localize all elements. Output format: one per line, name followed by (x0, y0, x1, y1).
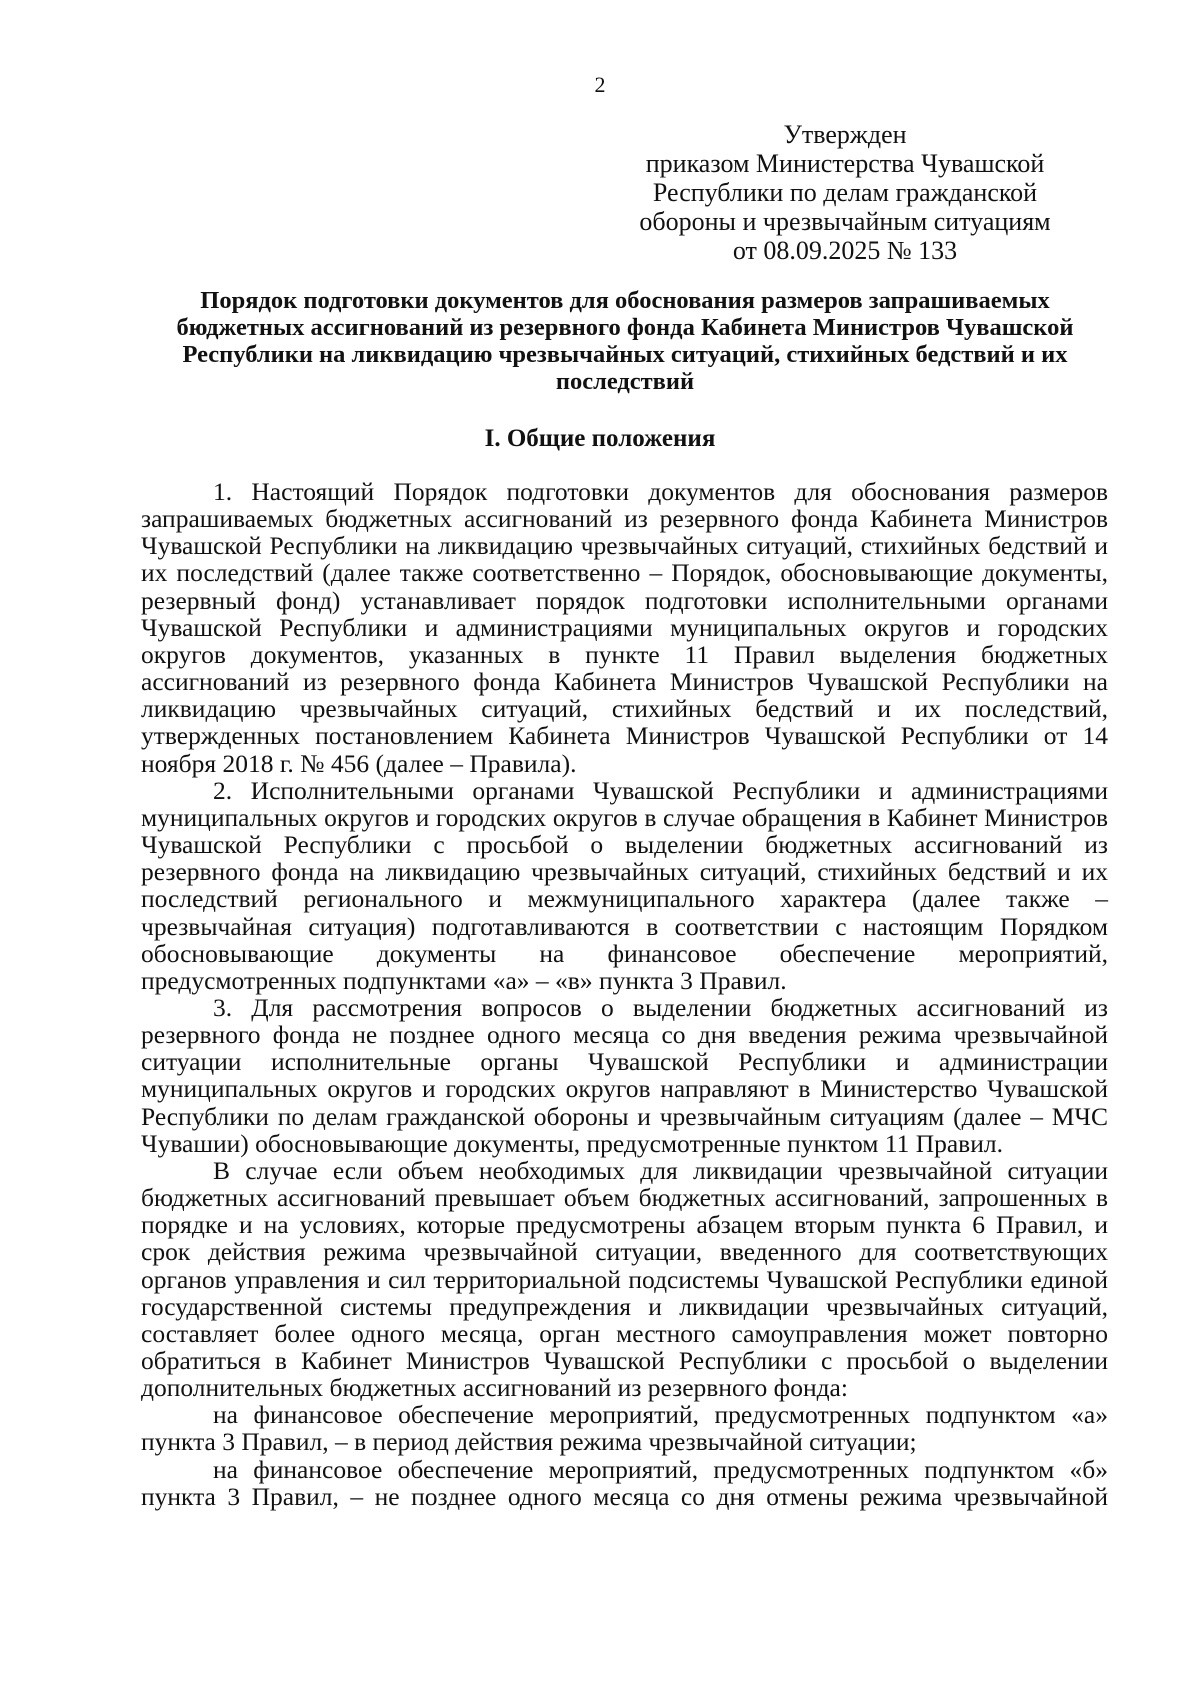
approval-line-republic: Республики по делам гражданской (652, 178, 1038, 207)
approval-line-date-number: от 08.09.2025 № 133 (732, 236, 958, 265)
title-line: Порядок подготовки документов для обоснования размеров запрашиваемых (200, 287, 1050, 314)
document-body (141, 478, 1108, 1510)
paragraph-3: 3. Для рассмотрения вопросов о выделении бюджетных ассигнований из резервного фонда не позднее одного месяца со дня введения режима чрезвычайной ситуации исполнительные органы Чувашской Республики и администрации муниципальных округов и городских округов направляют в Министерство Чувашской Республики по делам гражданской обороны и чрезвычайным ситуациям (далее – МЧС Чувашии) обосновывающие документы, предусмотренные пунктом 11 Правил. (141, 992, 1108, 1158)
title-line: последствий (555, 368, 695, 395)
page-number: 2 (594, 72, 606, 97)
paragraph-2: 2. Исполнительными органами Чувашской Республики и администрациями муниципальных округов и городских округов в случае обращения в Кабинет Министров Чувашской Республики с просьбой о выделении бюджетных ассигнований из резервного фонда на ликвидацию чрезвычайных ситуаций, стихийных бедствий и их последствий регионального и межмуниципального характера (далее также – чрезвычайная ситуация) подготавливаются в соответствии с настоящим Порядком обосновывающие документы на финансовое обеспечение мероприятий, предусмотренных подпунктами «а» – «в» пункта 3 Правил. (141, 775, 1108, 995)
paragraph-4: В случае если объем необходимых для ликвидации чрезвычайной ситуации бюджетных ассигнований превышает объем бюджетных ассигнований, запрошенных в порядке и на условиях, которые предусмотрены абзацем вторым пункта 6 Правил, и срок действия режима чрезвычайной ситуации, введенного для соответствующих органов управления и сил территориальной подсистемы Чувашской Республики единой государственной системы предупреждения и ликвидации чрезвычайных ситуаций, составляет более одного месяца, орган местного самоуправления может повторно обратиться в Кабинет Министров Чувашской Республики с просьбой о выделении дополнительных бюджетных ассигнований из резервного фонда: (141, 1155, 1108, 1403)
paragraph-6: на финансовое обеспечение мероприятий, предусмотренных подпунктом «б» пункта 3 Правил, – не позднее одного месяца со дня отмены режима чрезвычайной (141, 1454, 1108, 1511)
section-heading: I. Общие положения (484, 425, 716, 452)
paragraph-1: 1. Настоящий Порядок подготовки документов для обоснования размеров запрашиваемых бюджетных ассигнований из резервного фонда Кабинета Министров Чувашской Республики на ликвидацию чрезвычайных ситуаций, стихийных бедствий и их последствий (далее также соответственно – Порядок, обосновывающие документы, резервный фонд) устанавливает порядок подготовки исполнительными органами Чувашской Республики и администрациями муниципальных округов и городских округов документов, указанных в пункте 11 Правил выделения бюджетных ассигнований из резервного фонда Кабинета Министров Чувашской Республики на ликвидацию чрезвычайных ситуаций, стихийных бедствий и их последствий, утвержденных постановлением Кабинета Министров Чувашской Республики от 14 ноября 2018 г. № 456 (далее – Правила). (141, 477, 1108, 778)
approval-stamp-block (630, 120, 1060, 265)
approval-line-order: приказом Министерства Чувашской (645, 149, 1045, 178)
title-line: Республики на ликвидацию чрезвычайных ситуаций, стихийных бедствий и их (182, 341, 1068, 368)
approval-line-ministry: обороны и чрезвычайным ситуациям (639, 207, 1051, 236)
document-title (140, 287, 1110, 395)
paragraph-5: на финансовое обеспечение мероприятий, предусмотренных подпунктом «а» пункта 3 Правил, – в период действия режима чрезвычайной ситуации; (141, 1400, 1108, 1457)
title-line: бюджетных ассигнований из резервного фонда Кабинета Министров Чувашской (176, 314, 1074, 341)
approval-line-approved: Утвержден (783, 120, 907, 149)
